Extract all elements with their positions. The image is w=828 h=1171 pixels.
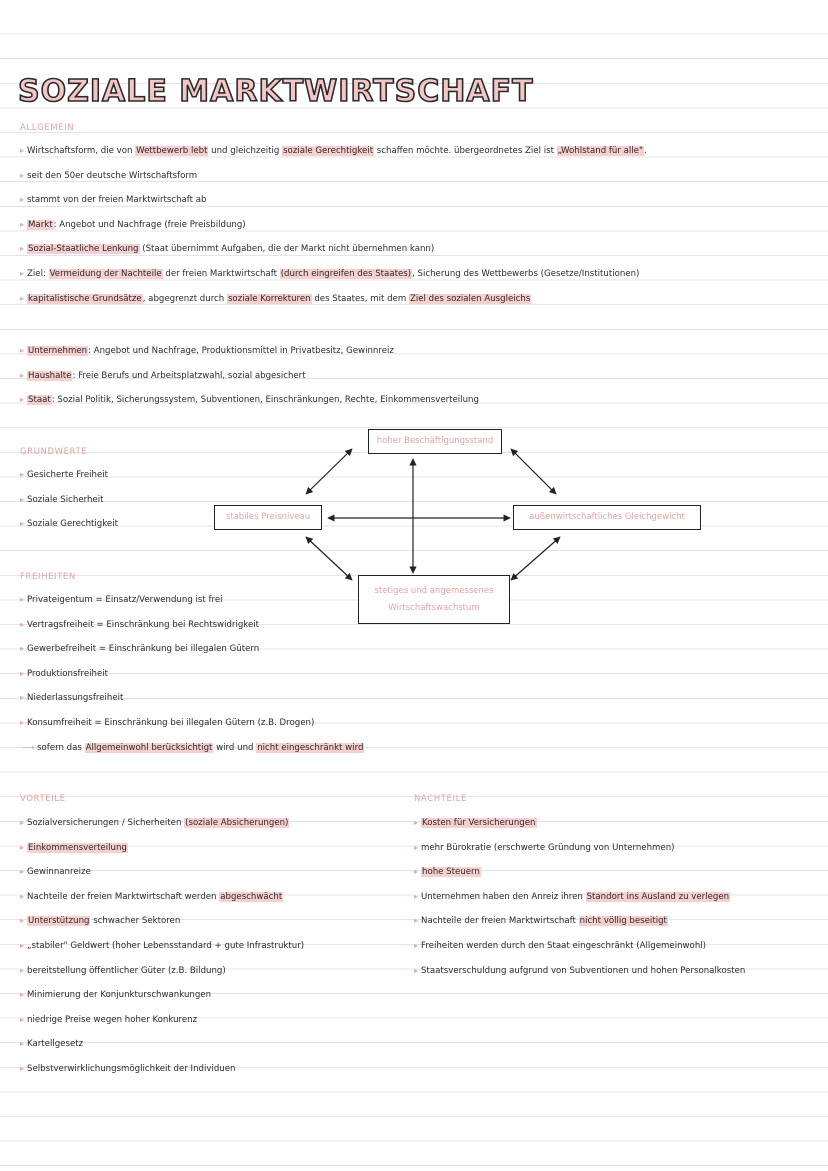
bullet-icon: ▸ bbox=[20, 965, 25, 975]
highlighted-text: Staat bbox=[28, 395, 51, 406]
text-segment: Vertragsfreiheit = Einschränkung bei Rechtswidrigkeit bbox=[27, 619, 260, 630]
arrow-top-left bbox=[306, 449, 352, 494]
bullet-icon: ▸ bbox=[20, 1014, 25, 1024]
list-item bbox=[20, 371, 306, 381]
text-segment: : Freie Berufs und Arbeitsplatzwahl, sozial abgesichert bbox=[72, 370, 306, 381]
arrow-top-right bbox=[511, 449, 556, 494]
text-segment: niedrige Preise wegen hoher Konkurenz bbox=[27, 1014, 198, 1025]
heading-freiheiten: FREIHEITEN bbox=[20, 572, 76, 582]
bullet-icon: ▸ bbox=[20, 244, 25, 254]
text-segment: schaffen möchte. übergeordnetes Ziel ist bbox=[374, 146, 557, 156]
text-segment: schwacher Sektoren bbox=[90, 916, 181, 927]
page-title: SOZIALE MARKTWIRTSCHAFT bbox=[18, 74, 534, 109]
list-item bbox=[20, 1039, 83, 1049]
list-item bbox=[20, 346, 394, 356]
list-item bbox=[20, 867, 91, 877]
bullet-icon: ▸ bbox=[20, 693, 25, 703]
bullet-icon: ▸ bbox=[414, 842, 419, 852]
highlighted-text: Ziel des sozialen Ausgleichs bbox=[409, 293, 531, 304]
bullet-icon: ▸ bbox=[20, 891, 25, 901]
list-item bbox=[20, 195, 207, 205]
list-item bbox=[414, 818, 537, 828]
bullet-icon: ▸ bbox=[414, 867, 419, 877]
highlighted-text: kapitalistische Grundsätze bbox=[28, 293, 142, 304]
highlighted-text: Wettbewerb lebt bbox=[136, 146, 208, 156]
highlighted-text: Allgemeinwohl berücksichtigt bbox=[85, 743, 213, 753]
list-item bbox=[20, 171, 197, 181]
text-segment: Minimierung der Konjunkturschwankungen bbox=[27, 990, 212, 1001]
highlighted-text: Standort ins Ausland zu verlegen bbox=[586, 891, 730, 902]
bullet-icon: ▸ bbox=[20, 916, 25, 926]
list-item bbox=[20, 146, 647, 156]
highlighted-text: Einkommensverteilung bbox=[28, 842, 127, 853]
text-segment: wird und bbox=[213, 743, 257, 753]
text-segment: Gewerbefreiheit = Einschränkung bei illegalen Gütern bbox=[27, 644, 260, 655]
list-item bbox=[20, 620, 259, 630]
list-item bbox=[20, 892, 283, 902]
bullet-icon: ▸ bbox=[414, 965, 419, 975]
text-segment: Kartellgesetz bbox=[27, 1039, 84, 1050]
list-item bbox=[20, 294, 531, 304]
list-item bbox=[20, 1064, 235, 1074]
arrow-bottom-right bbox=[511, 537, 560, 580]
bullet-icon: ▸ bbox=[20, 146, 25, 155]
bullet-icon: ▸ bbox=[414, 941, 419, 950]
text-segment: Konsumfreiheit = Einschränkung bei illegalen Gütern (z.B. Drogen) bbox=[27, 718, 315, 728]
grundwert-item: ▸ Gesicherte Freiheit bbox=[20, 470, 109, 480]
text-segment: mehr Bürokratie (erschwerte Gründung von Unternehmen) bbox=[421, 842, 675, 853]
highlighted-text: Unterstützung bbox=[28, 916, 90, 927]
list-item bbox=[20, 244, 434, 254]
list-item bbox=[414, 892, 730, 902]
highlighted-text: soziale Korrekturen bbox=[227, 293, 311, 304]
highlighted-text: Haushalte bbox=[28, 370, 72, 381]
bullet-icon: ▸ bbox=[414, 891, 419, 901]
bullet-icon: ▸ bbox=[20, 941, 25, 950]
list-item bbox=[414, 916, 668, 926]
heading-grundwerte: GRUNDWERTE bbox=[20, 447, 88, 457]
text-segment: Freiheiten werden durch den Staat eingeschränkt (Allgemeinwohl) bbox=[421, 941, 707, 951]
bullet-icon: ▸ bbox=[414, 916, 419, 926]
list-item bbox=[20, 220, 246, 230]
text-segment: Nachteile der freien Marktwirtschaft werden bbox=[27, 891, 220, 902]
list-item bbox=[20, 818, 289, 828]
bullet-icon: ▸ bbox=[20, 867, 25, 877]
bullet-icon: ▸ bbox=[20, 195, 25, 205]
arrow-bottom-left bbox=[306, 537, 352, 580]
highlighted-text: nicht eingeschränkt wird bbox=[257, 743, 364, 753]
highlighted-text: Sozial-Staatliche Lenkung bbox=[28, 244, 139, 255]
highlighted-text: abgeschwächt bbox=[220, 891, 283, 902]
text-segment: Gewinnanreize bbox=[27, 867, 91, 878]
text-segment: , Sicherung des Wettbewerbs (Gesetze/Institutionen) bbox=[412, 269, 640, 279]
bullet-icon: ▸ bbox=[20, 842, 25, 852]
list-item bbox=[20, 395, 479, 405]
list-item bbox=[414, 966, 745, 976]
highlighted-text: Kosten für Versicherungen bbox=[422, 818, 536, 828]
text-segment: Staatsverschuldung aufgrund von Subventionen und hohen Personalkosten bbox=[421, 965, 746, 976]
highlighted-text: „Wohlstand für alle" bbox=[557, 146, 643, 156]
text-segment: Ziel: bbox=[27, 269, 49, 279]
highlighted-text: (durch eingreifen des Staates) bbox=[280, 269, 412, 279]
highlighted-text: (soziale Absicherungen) bbox=[185, 818, 289, 828]
heading-vorteile: VORTEILE bbox=[20, 794, 66, 804]
goal-box-right: außenwirtschaftliches Gleichgewicht bbox=[513, 505, 701, 530]
bullet-icon: ▸ bbox=[20, 1039, 25, 1049]
list-item bbox=[20, 595, 223, 605]
bullet-icon: ▸ bbox=[20, 818, 25, 827]
highlighted-text: Vermeidung der Nachteile bbox=[49, 269, 162, 279]
bullet-icon: ▸ bbox=[20, 293, 25, 303]
list-item bbox=[414, 843, 675, 853]
bullet-icon: ▸ bbox=[20, 718, 25, 727]
list-item bbox=[20, 966, 226, 976]
grundwert-item: ▸ Soziale Sicherheit bbox=[20, 495, 104, 505]
text-segment: Sozialversicherungen / Sicherheiten bbox=[27, 818, 185, 828]
list-item bbox=[20, 644, 259, 654]
bullet-icon: ▸ bbox=[20, 595, 25, 604]
highlighted-text: Unternehmen bbox=[28, 346, 88, 356]
list-item bbox=[20, 916, 180, 926]
text-segment: und gleichzeitig bbox=[208, 146, 283, 156]
highlighted-text: nicht völlig beseitigt bbox=[579, 916, 667, 927]
bullet-icon: ▸ bbox=[20, 668, 25, 678]
grundwert-item: ▸ Soziale Gerechtigkeit bbox=[20, 519, 118, 529]
bullet-icon: ▸ bbox=[20, 370, 25, 380]
text-segment: Nachteile der freien Marktwirtschaft bbox=[421, 916, 579, 927]
text-segment: : Sozial Politik, Sicherungssystem, Subventionen, Einschränkungen, Rechte, Einkommensverteilung bbox=[51, 395, 479, 406]
text-segment: bereitstellung öffentlicher Güter (z.B. Bildung) bbox=[27, 965, 226, 976]
text-segment: Unternehmen haben den Anreiz ihren bbox=[421, 891, 586, 902]
text-segment: stammt von der freien Marktwirtschaft ab bbox=[27, 195, 207, 206]
list-item bbox=[20, 843, 128, 853]
bullet-icon: ▸ bbox=[20, 395, 25, 405]
heading-allgemein: ALLGEMEIN bbox=[20, 123, 75, 133]
bullet-icon: ▸ bbox=[20, 619, 25, 629]
text-segment: sofern das bbox=[37, 743, 85, 753]
text-segment: : Angebot und Nachfrage, Produktionsmittel in Privatbesitz, Gewinnreiz bbox=[88, 346, 394, 356]
text-segment: . bbox=[643, 146, 647, 156]
list-item bbox=[20, 693, 123, 703]
list-item bbox=[414, 867, 481, 877]
bullet-icon: ▸ bbox=[20, 346, 25, 355]
text-segment: seit den 50er deutsche Wirtschaftsform bbox=[27, 170, 198, 181]
highlighted-text: soziale Gerechtigkeit bbox=[283, 146, 374, 156]
text-segment: Niederlassungsfreiheit bbox=[27, 693, 124, 704]
bullet-icon: ▸ bbox=[20, 1064, 25, 1073]
freiheiten-note-text bbox=[37, 743, 364, 753]
highlighted-text: hohe Steuern bbox=[422, 867, 480, 878]
list-item bbox=[20, 941, 304, 951]
goal-box-top: hoher Beschäftigungsstand bbox=[368, 429, 502, 454]
text-segment: „stabiler" Geldwert (hoher Lebensstandard + gute Infrastruktur) bbox=[27, 941, 305, 951]
freiheiten-note: ⟶ sofern das Allgemeinwohl berücksichtigt wird und nicht eingeschränkt wird bbox=[22, 743, 364, 753]
text-segment: : Angebot und Nachfrage (freie Preisbildung) bbox=[53, 219, 246, 230]
list-item bbox=[20, 269, 639, 279]
list-item bbox=[20, 1015, 197, 1025]
heading-nachteile: NACHTEILE bbox=[414, 794, 467, 804]
text-segment: (Staat übernimmt Aufgaben, die der Markt nicht übernehmen kann) bbox=[139, 244, 435, 255]
bullet-icon: ▸ bbox=[20, 170, 25, 180]
bullet-icon: ▸ bbox=[20, 219, 25, 229]
text-segment: des Staates, mit dem bbox=[311, 293, 409, 304]
bullet-icon: ▸ bbox=[20, 990, 25, 1000]
list-item bbox=[20, 669, 108, 679]
text-segment: , abgegrenzt durch bbox=[142, 293, 227, 304]
goal-box-bottom: stetiges und angemessenes Wirtschaftswachstum bbox=[358, 575, 510, 624]
list-item bbox=[20, 990, 211, 1000]
bullet-icon: ▸ bbox=[414, 818, 419, 827]
text-segment: der freien Marktwirtschaft bbox=[162, 269, 280, 279]
list-item bbox=[414, 941, 706, 951]
list-item bbox=[20, 718, 314, 728]
text-segment: Selbstverwirklichungsmöglichkeit der Individuen bbox=[27, 1064, 236, 1074]
goal-box-left: stabiles Preisniveau bbox=[214, 505, 322, 530]
text-segment: Produktionsfreiheit bbox=[27, 668, 109, 679]
highlighted-text: Markt bbox=[28, 219, 53, 230]
text-segment: Wirtschaftsform, die von bbox=[27, 146, 136, 156]
text-segment: Privateigentum = Einsatz/Verwendung ist frei bbox=[27, 595, 223, 605]
bullet-icon: ▸ bbox=[20, 644, 25, 654]
bullet-icon: ▸ bbox=[20, 269, 25, 278]
